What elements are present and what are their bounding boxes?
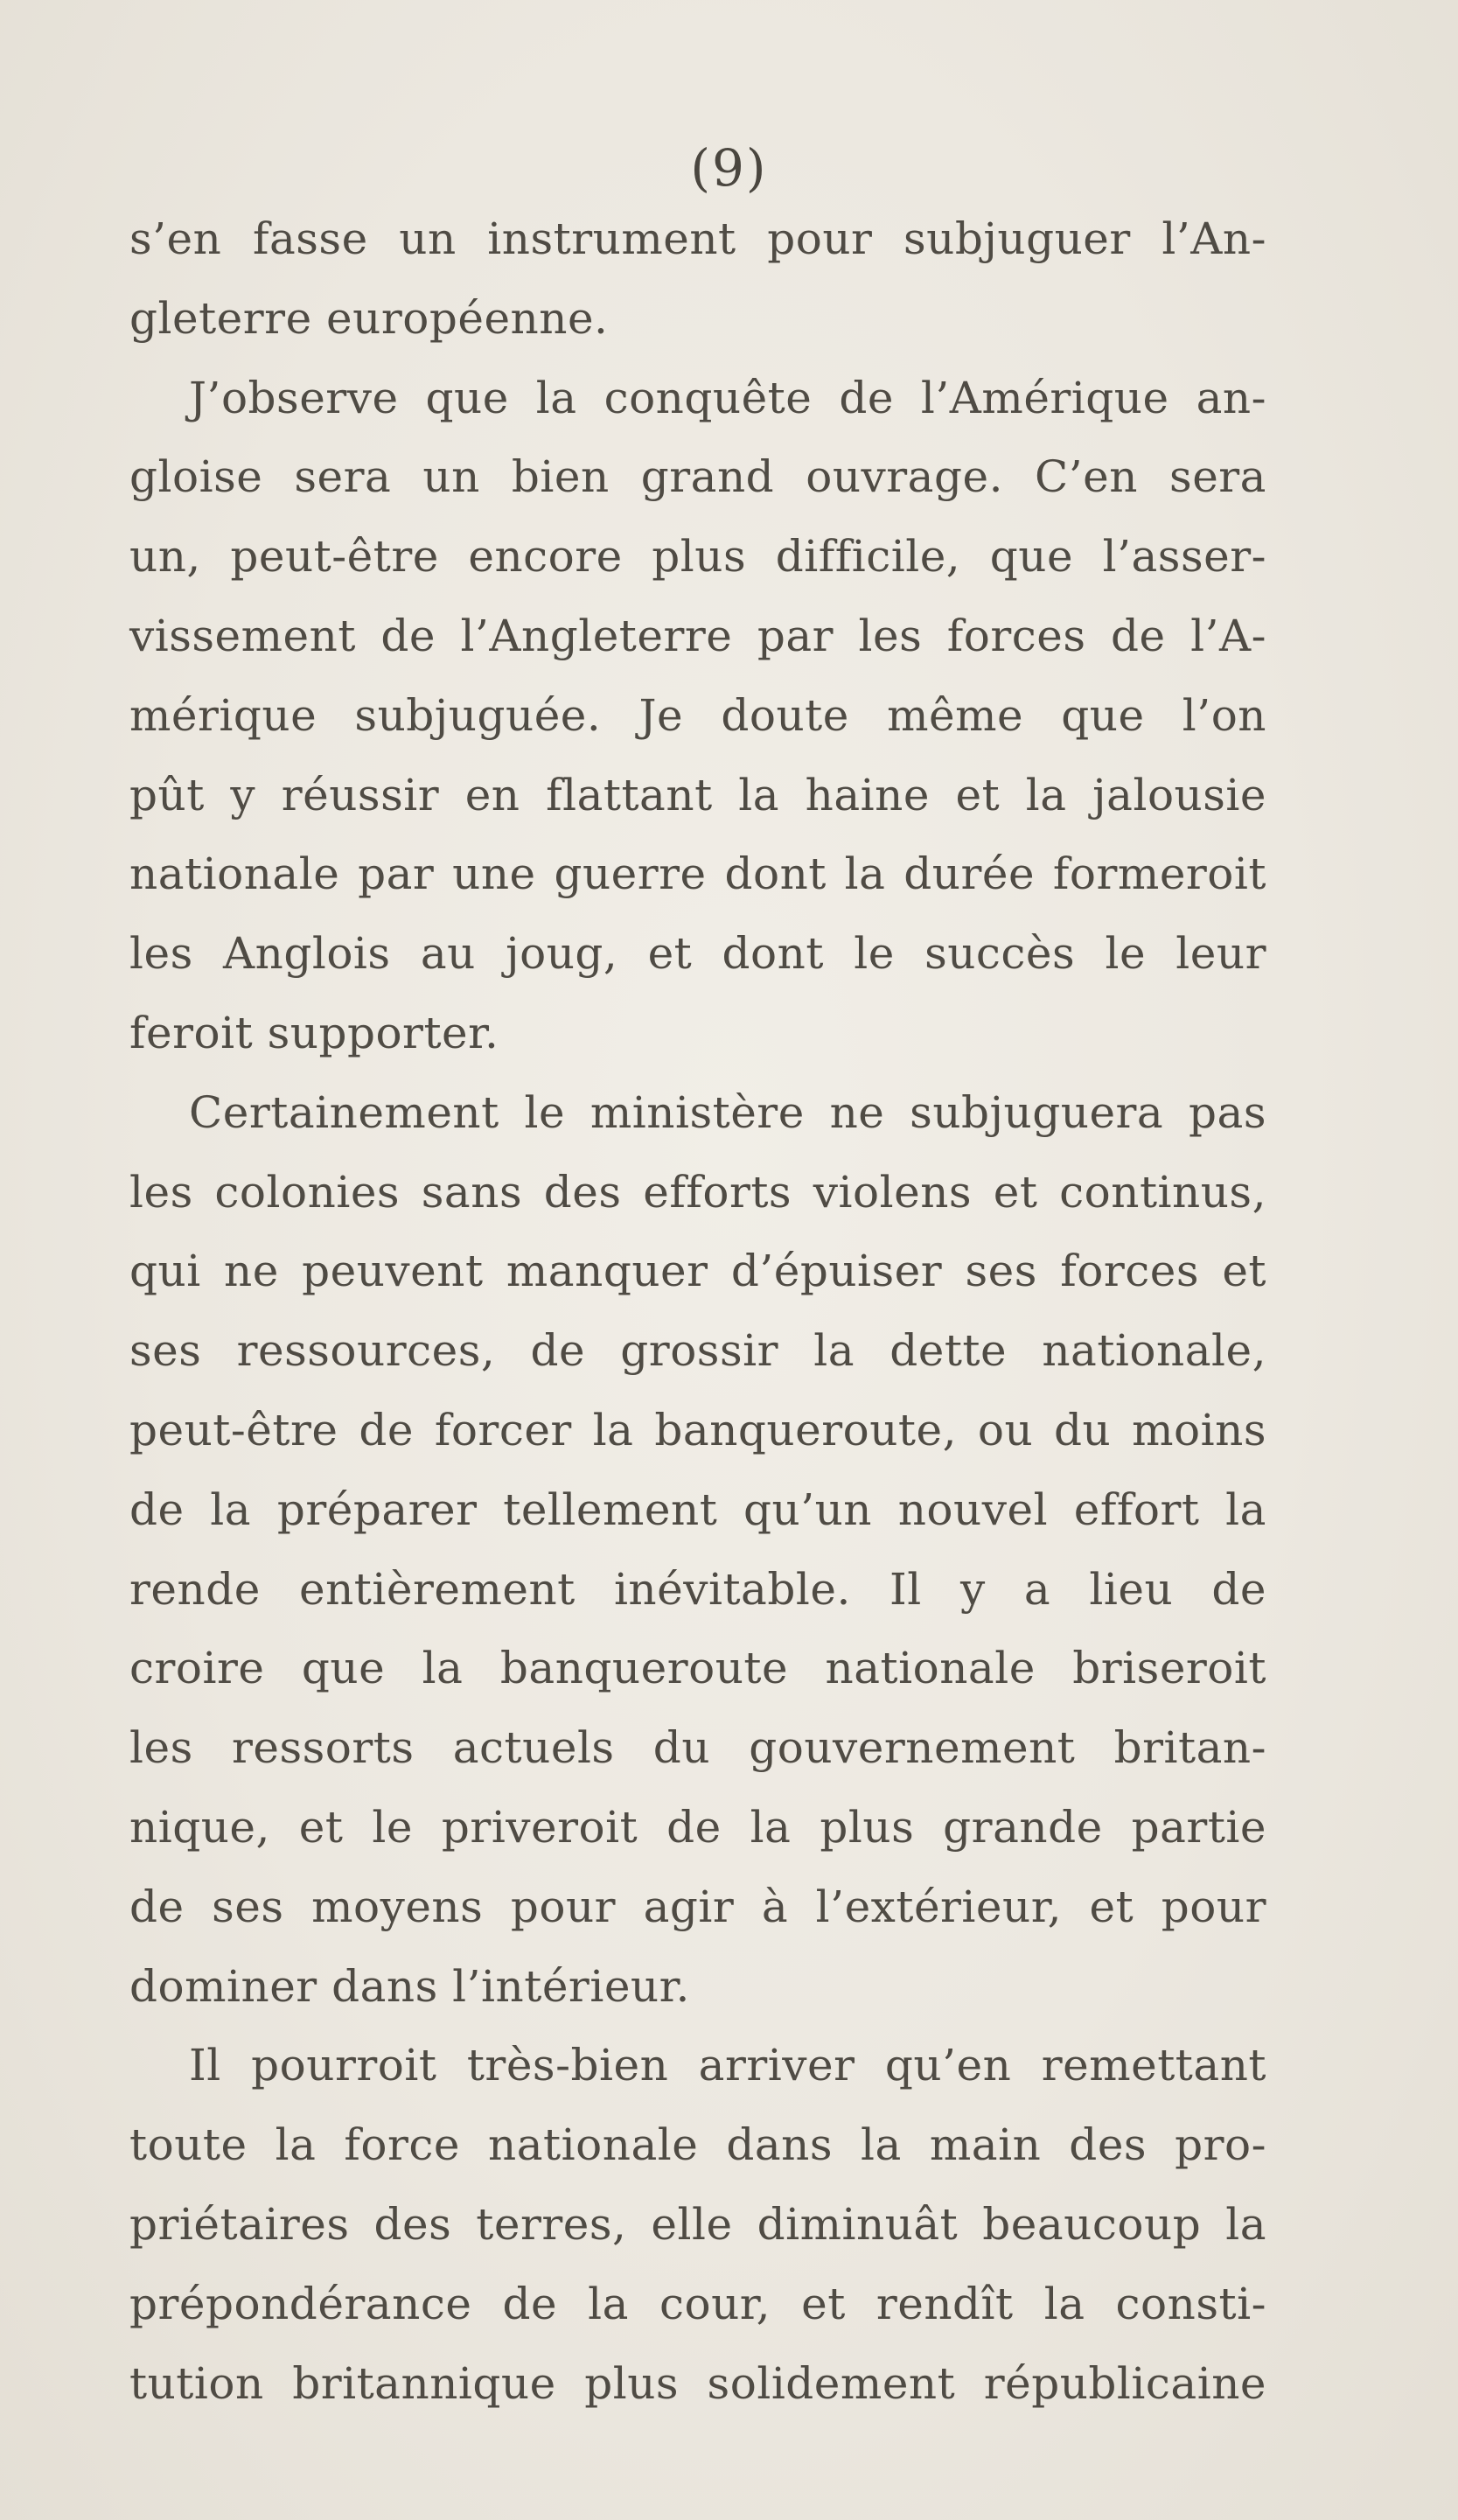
text-line: J’observe que la conquête de l’Amérique an- (189, 372, 1266, 423)
text-line: prépondérance de la cour, et rendît la consti- (129, 2278, 1266, 2329)
text-line: tution britannique plus solidement républicaine (129, 2357, 1266, 2409)
text-line: les ressorts actuels du gouvernement britan- (129, 1722, 1266, 1774)
text-line: vissement de l’Angleterre par les forces de l’A- (129, 610, 1266, 661)
body-text (129, 199, 1266, 2423)
text-line: pût y réussir en flattant la haine et la jalousie (129, 769, 1266, 820)
text-line: de ses moyens pour agir à l’extérieur, et pour (129, 1881, 1266, 1932)
text-line: gloise sera un bien grand ouvrage. C’en sera (129, 451, 1266, 503)
text-line: ses ressources, de grossir la dette nationale, (129, 1325, 1266, 1377)
text-line: priétaires des terres, elle diminuât beaucoup la (129, 2198, 1266, 2250)
text-line: mérique subjuguée. Je doute même que l’on (129, 689, 1266, 741)
text-line: de la préparer tellement qu’un nouvel effort la (129, 1483, 1266, 1535)
text-line: gleterre européenne. (129, 292, 609, 344)
text-line: feroit supporter. (129, 1007, 499, 1058)
text-line: les colonies sans des efforts violens et continus, (129, 1166, 1266, 1218)
text-line: peut-être de forcer la banqueroute, ou du moins (129, 1404, 1266, 1455)
text-line: un, peut-être encore plus difficile, que l’asser- (129, 531, 1266, 583)
text-line: dominer dans l’intérieur. (129, 1960, 690, 2012)
text-line: nique, et le priveroit de la plus grande partie (129, 1801, 1266, 1853)
page-number: (9) (690, 138, 768, 198)
text-line: Il pourroit très-bien arriver qu’en remettant (189, 2040, 1266, 2091)
text-line: croire que la banqueroute nationale briseroit (129, 1643, 1266, 1694)
text-line: les Anglois au joug, et dont le succès le leur (129, 928, 1266, 980)
text-line: Certainement le ministère ne subjuguera pas (189, 1086, 1266, 1138)
text-line: qui ne peuvent manquer d’épuiser ses forces et (129, 1246, 1266, 1297)
text-line: toute la force nationale dans la main des pro- (129, 2119, 1266, 2171)
text-line: nationale par une guerre dont la durée formeroit (129, 848, 1266, 900)
text-line: rende entièrement inévitable. Il y a lieu de (129, 1563, 1266, 1615)
text-line: s’en fasse un instrument pour subjuguer l’An- (129, 213, 1266, 264)
